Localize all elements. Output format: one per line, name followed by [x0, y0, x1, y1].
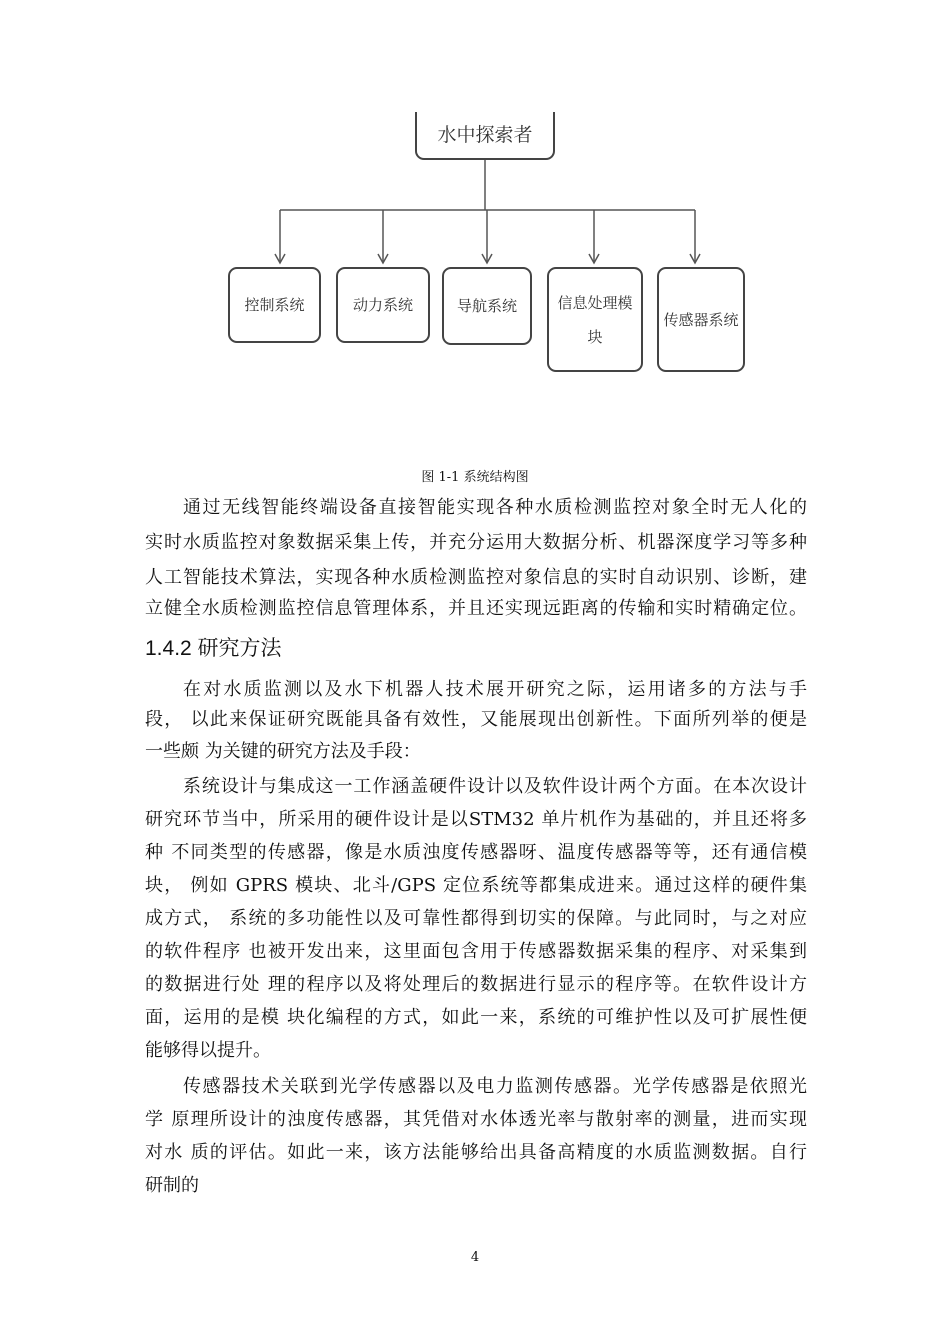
paragraph-line: 学 原理所设计的浊度传感器，其凭借对水体透光率与散射率的测量，进而实现: [145, 1109, 807, 1130]
diagram-root-node: 水中探索者: [415, 112, 555, 160]
paragraph-line: 系统设计与集成这一工作涵盖硬件设计以及软件设计两个方面。在本次设计: [183, 776, 807, 797]
paragraph-line: 研制的: [145, 1175, 199, 1196]
paragraph-line: 对水 质的评估。如此一来，该方法能够给出具备高精度的水质监测数据。自行: [145, 1142, 807, 1163]
paragraph-line: 一些颇 为关键的研究方法及手段：: [145, 741, 421, 762]
diagram-node-info-processing: 信息处理模块: [547, 267, 643, 372]
diagram-node-sensors: 传感器系统: [657, 267, 745, 372]
paragraph-line: 面，运用的是模 块化编程的方式，如此一来，系统的可维护性以及可扩展性便: [145, 1007, 807, 1028]
paragraph-line: 在对水质监测以及水下机器人技术展开研究之际，运用诸多的方法与手: [183, 679, 807, 700]
paragraph-line: 立健全水质检测监控信息管理体系，并且还实现远距离的传输和实时精确定位。: [145, 598, 807, 619]
page-number: 4: [470, 1250, 480, 1265]
diagram-node-navigation: 导航系统: [442, 267, 532, 345]
paragraph-line: 人工智能技术算法，实现各种水质检测监控对象信息的实时自动识别、诊断，建: [145, 567, 807, 588]
paragraph-line: 块， 例如 GPRS 模块、北斗/GPS 定位系统等都集成进来。通过这样的硬件集: [145, 875, 807, 896]
diagram-node-power: 动力系统: [336, 267, 430, 343]
paragraph-line: 能够得以提升。: [145, 1040, 271, 1061]
diagram-node-control: 控制系统: [228, 267, 321, 343]
paragraph-line: 传感器技术关联到光学传感器以及电力监测传感器。光学传感器是依照光: [183, 1076, 807, 1097]
paragraph-line: 成方式， 系统的多功能性以及可靠性都得到切实的保障。与此同时，与之对应: [145, 908, 807, 929]
paragraph-line: 通过无线智能终端设备直接智能实现各种水质检测监控对象全时无人化的: [183, 497, 807, 518]
paragraph-line: 种 不同类型的传感器，像是水质浊度传感器呀、温度传感器等等，还有通信模: [145, 842, 807, 863]
figure-caption: 图 1-1 系统结构图: [421, 470, 529, 485]
paragraph-line: 的软件程序 也被开发出来，这里面包含用于传感器数据采集的程序、对采集到: [145, 941, 807, 962]
paragraph-line: 研究环节当中，所采用的硬件设计是以STM32 单片机作为基础的，并且还将多: [145, 809, 807, 830]
section-heading: 1.4.2 研究方法: [145, 637, 282, 660]
paragraph-line: 实时水质监控对象数据采集上传，并充分运用大数据分析、机器深度学习等多种: [145, 532, 807, 553]
paragraph-line: 段， 以此来保证研究既能具备有效性，又能展现出创新性。下面所列举的便是: [145, 709, 807, 730]
paragraph-line: 的数据进行处 理的程序以及将处理后的数据进行显示的程序等。在软件设计方: [145, 974, 807, 995]
